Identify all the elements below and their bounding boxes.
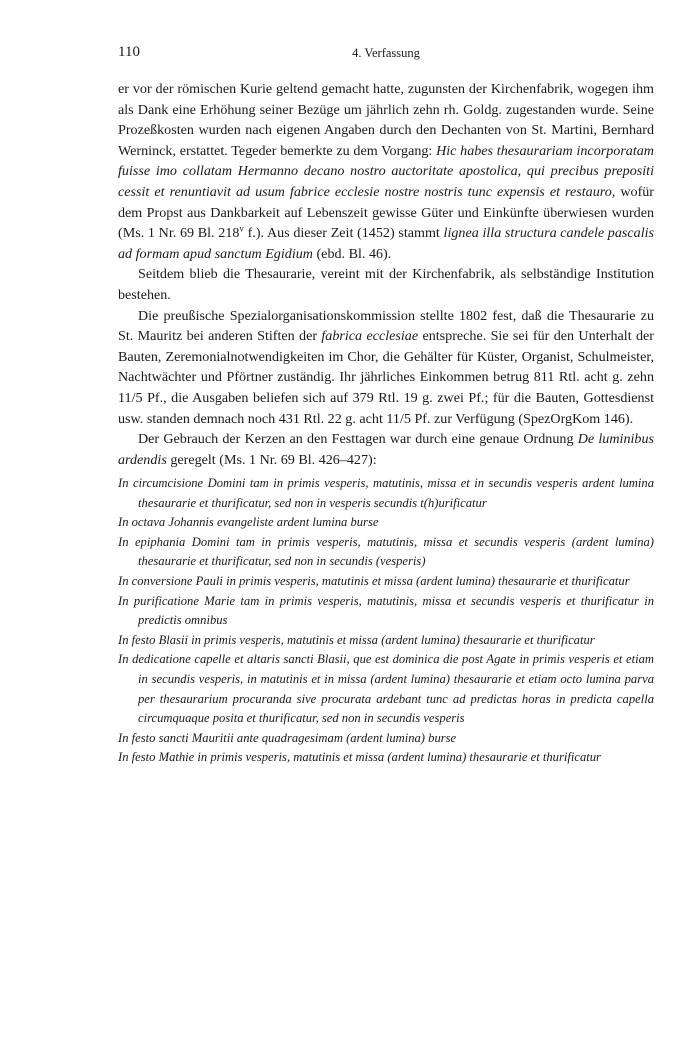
page-header [118,44,654,64]
paragraph-1: er vor der römischen Kurie geltend gemacht hatte, zugunsten der Kirchenfabrik, wogegen ihm als Dank eine Erhöhung seiner Bezüge um jährlich zehn rh. Goldg. zugestanden wurde. Seine Prozeßkosten wurden nach eigenen Angaben durch den Dechanten von St. Martini, Bernhard Werninck, erstattet. Tegeder bemerkte zu dem Vorgang: Hic habes thesaurariam incorporatam fuisse imo collatam Hermanno decano nostro auctoritate apostolica, qui precibus prepositi cessit et renuntiavit ad usum fabrice ecclesie nostre nostris tunc expensis et restauro, wofür dem Propst aus Dankbarkeit auf Lebenszeit gewisse Güter und Einkünfte überwiesen wurden (Ms. 1 Nr. 69 Bl. 218$^v$ f.). Aus dieser Zeit (1452) stammt lignea illa structura candele pascalis ad formam apud sanctum Egidium (ebd. Bl. 46). [118,81,655,262]
paragraph-3: Die preußische Spezialorganisationskommission stellte 1802 fest, daß die Thesaurarie zu St. Mauritz bei anderen Stiften der fabrica ecclesiae entspreche. Sie sei für den Unterhalt der Bauten, Zeremonialnotwendigkeiten im Chor, die Gehälter für Küster, Organist, Schulmeister, Nachtwächter und Pförtner zuständig. Ihr jährliches Einkommen betrug 811 Rtl. acht g. zehn 11/5 Pf., die Ausgaben beliefen sich auf 379 Rtl. 19 g. zwei Pf.; für die Bauten, Gottesdienst usw. standen demnach noch 431 Rtl. 22 g. acht 11/5 Pf. zur Verfügung (SpezOrgKom 146). [118,307,654,427]
paragraph-4: Der Gebrauch der Kerzen an den Festtagen war durch eine genaue Ordnung De luminibus ardendis geregelt (Ms. 1 Nr. 69 Bl. 426–427): [118,431,654,468]
list-item: In octava Johannis evangeliste ardent lumina burse [118,515,379,530]
paragraph-2: Seitdem blieb die Thesaurarie, vereint mit der Kirchenfabrik, als selbständige Institution bestehen. [118,266,654,303]
fraction: 11/5 [118,389,143,406]
latin-quote: Hic habes thesaurariam incorporatam fuisse imo collatam Hermanno decano nostro auctoritate apostolica, qui precibus prepositi cessit et renuntiavit ad usum fabrice ecclesie nostre nostris tunc expensis et restauro, [118,142,654,200]
list-item: In circumcisione Domini tam in primis vesperis, matutinis, missa et in secundis vesperis ardent lumina thesaurarie et thurificatur, sed non in vesperis secundis t(h)urificatur [118,476,654,510]
fraction: 11/5 [386,410,411,427]
list-item: In epiphania Domini tam in primis vesperis, matutinis, missa et secundis vesperis (ardent lumina) thesaurarie et thurificatur, sed non in secundis (vesperis) [118,534,654,569]
folio-verso-mark: v [239,223,244,234]
body-text [118,79,654,470]
list-item: In festo Mathie in primis vesperis, matutinis et missa (ardent lumina) thesaurarie et thurificatur [118,750,601,765]
list-item: In purificatione Marie tam in primis vesperis, matutinis, missa et secundis vesperis et thurificatur in predictis omnibus [118,593,654,628]
list-item: In festo Blasii in primis vesperis, matutinis et missa (ardent lumina) thesaurarie et thurificatur [118,632,595,647]
list-item: In festo sancti Mauritii ante quadragesimam (ardent lumina) burse [118,730,457,745]
page-number: 110 [118,44,140,60]
latin-quote: lignea illa structura candele pascalis ad formam apud sanctum Egidium [118,225,655,262]
running-head: 4. Verfassung [352,46,420,60]
list-item: In dedicatione capelle et altaris sancti Blasii, que est dominica die post Agate in primis vesperis et etiam in secundis vesperis, in matutinis et in missa (ardent lumina) thesaurarie et etiam octo lumina parva per thesaurarium procuranda sive procurata ardebant tunc ad predictas horas in predicta capella circumquaque posita et thurificatur, sed non in secundis vesperis [118,652,654,726]
candle-order-list [118,474,654,768]
list-item: In conversione Pauli in primis vesperis, matutinis et missa (ardent lumina) thesaurarie et thurificatur [118,573,630,588]
